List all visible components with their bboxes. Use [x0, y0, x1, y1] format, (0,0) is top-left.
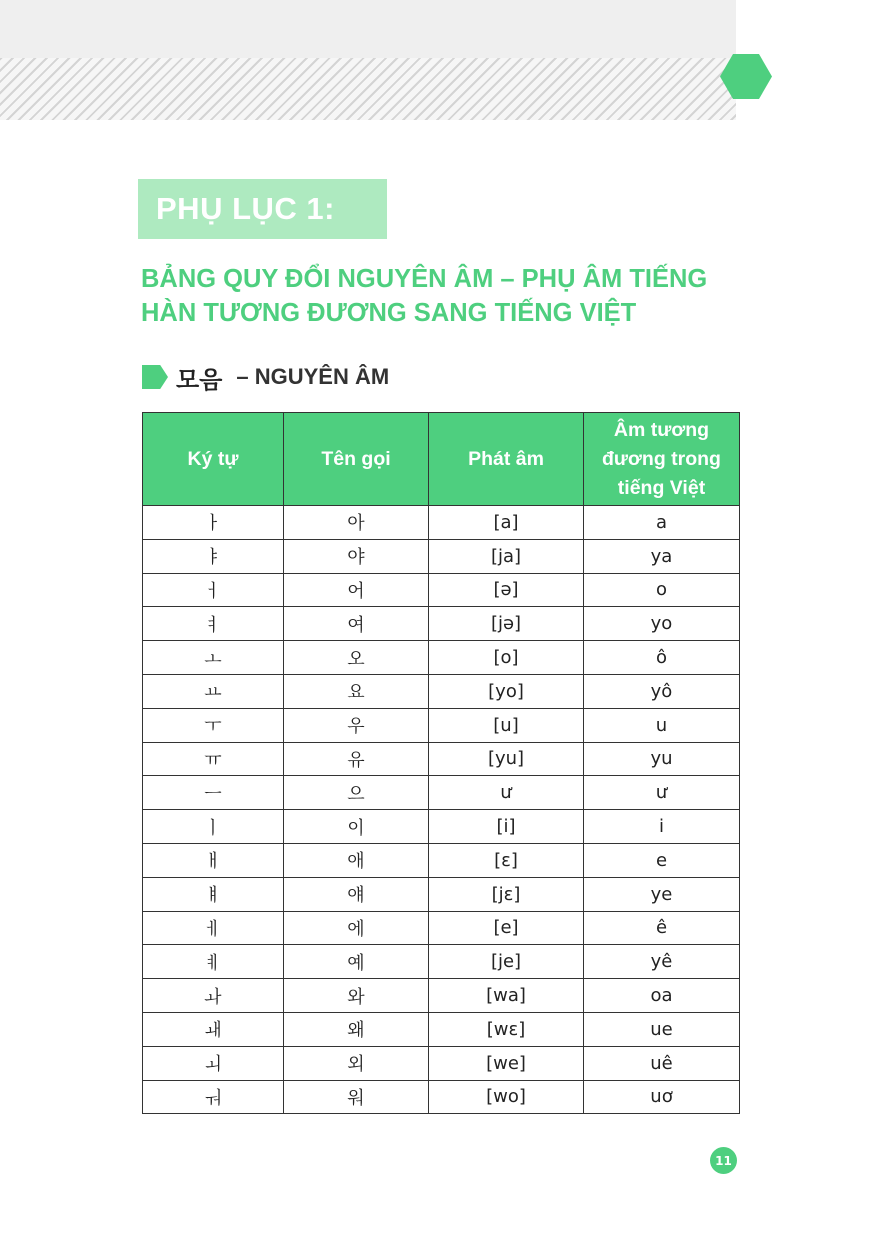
- header-cell: Phát âm: [429, 413, 584, 506]
- table-row: [143, 742, 740, 776]
- table-cell: ㅙ: [143, 1012, 284, 1046]
- table-row: [143, 877, 740, 911]
- table-cell: 우: [284, 708, 429, 742]
- table-cell: ya: [584, 539, 740, 573]
- table-row: [143, 674, 740, 708]
- subtitle-line-1: BẢNG QUY ĐỔI NGUYÊN ÂM – PHỤ ÂM TIẾNG: [141, 265, 708, 293]
- table-cell: ㅓ: [143, 573, 284, 607]
- table-cell: uê: [584, 1046, 740, 1080]
- table-cell: ê: [584, 911, 740, 945]
- table-cell: ㅜ: [143, 708, 284, 742]
- header-cell: Ký tự: [143, 413, 284, 506]
- table-cell: ㅡ: [143, 776, 284, 810]
- table-cell: 왜: [284, 1012, 429, 1046]
- vowel-table: [142, 412, 740, 1114]
- table-cell: [e]: [429, 911, 584, 945]
- table-cell: [u]: [429, 708, 584, 742]
- table-cell: uơ: [584, 1080, 740, 1114]
- appendix-heading-box: [138, 179, 387, 239]
- table-cell: ㅔ: [143, 911, 284, 945]
- page-subtitle: [141, 262, 761, 330]
- table-cell: ㅚ: [143, 1046, 284, 1080]
- table-cell: 예: [284, 945, 429, 979]
- tag-arrow-icon: [142, 365, 168, 389]
- table-cell: ue: [584, 1012, 740, 1046]
- table-cell: a: [584, 506, 740, 540]
- table-row: [143, 810, 740, 844]
- table-cell: [jɛ]: [429, 877, 584, 911]
- table-cell: ㅐ: [143, 843, 284, 877]
- table-cell: ư: [584, 776, 740, 810]
- table-row: [143, 506, 740, 540]
- table-cell: [jə]: [429, 607, 584, 641]
- table-cell: ㅝ: [143, 1080, 284, 1114]
- table-cell: [yo]: [429, 674, 584, 708]
- table-cell: ㅗ: [143, 641, 284, 675]
- table-cell: yê: [584, 945, 740, 979]
- table-cell: [wo]: [429, 1080, 584, 1114]
- table-cell: [je]: [429, 945, 584, 979]
- table-row: [143, 1080, 740, 1114]
- table-cell: 아: [284, 506, 429, 540]
- table-cell: ㅖ: [143, 945, 284, 979]
- table-cell: 으: [284, 776, 429, 810]
- table-cell: ㅣ: [143, 810, 284, 844]
- table-cell: ㅏ: [143, 506, 284, 540]
- table-cell: ㅠ: [143, 742, 284, 776]
- table-cell: ㅒ: [143, 877, 284, 911]
- table-row: [143, 708, 740, 742]
- table-cell: ㅑ: [143, 539, 284, 573]
- table-cell: [wɛ]: [429, 1012, 584, 1046]
- table-row: [143, 1012, 740, 1046]
- table-body: [143, 506, 740, 1114]
- table-cell: [ə]: [429, 573, 584, 607]
- section-heading: [142, 360, 389, 394]
- table-cell: 어: [284, 573, 429, 607]
- table-cell: yu: [584, 742, 740, 776]
- table-cell: yô: [584, 674, 740, 708]
- table-cell: [we]: [429, 1046, 584, 1080]
- table-row: [143, 945, 740, 979]
- table-cell: 야: [284, 539, 429, 573]
- table-row: [143, 979, 740, 1013]
- table-cell: e: [584, 843, 740, 877]
- section-title-korean: 모음: [176, 365, 223, 394]
- table-row: [143, 1046, 740, 1080]
- table-cell: ㅛ: [143, 674, 284, 708]
- table-header-row: [143, 413, 740, 506]
- header-cell: [584, 413, 740, 506]
- table-cell: 오: [284, 641, 429, 675]
- table-cell: [o]: [429, 641, 584, 675]
- table-cell: 외: [284, 1046, 429, 1080]
- table-cell: 이: [284, 810, 429, 844]
- table-cell: [ja]: [429, 539, 584, 573]
- table-row: [143, 843, 740, 877]
- table-cell: oa: [584, 979, 740, 1013]
- appendix-label: PHỤ LỤC 1:: [156, 191, 335, 226]
- table-cell: [ɛ]: [429, 843, 584, 877]
- table-row: [143, 607, 740, 641]
- table-cell: 와: [284, 979, 429, 1013]
- table-cell: 요: [284, 674, 429, 708]
- table-row: [143, 641, 740, 675]
- table-cell: 에: [284, 911, 429, 945]
- table-cell: 얘: [284, 877, 429, 911]
- section-title-vietnamese: – NGUYÊN ÂM: [236, 364, 390, 389]
- table-cell: [i]: [429, 810, 584, 844]
- table-cell: yo: [584, 607, 740, 641]
- table-cell: 여: [284, 607, 429, 641]
- table-row: [143, 539, 740, 573]
- table-cell: 애: [284, 843, 429, 877]
- table-row: [143, 776, 740, 810]
- header-cell: Tên gọi: [284, 413, 429, 506]
- header-hatch-pattern: [0, 58, 736, 120]
- table-cell: ư: [429, 776, 584, 810]
- table-cell: o: [584, 573, 740, 607]
- table-cell: ㅘ: [143, 979, 284, 1013]
- header-band: [0, 0, 736, 58]
- table-row: [143, 911, 740, 945]
- table-cell: [wa]: [429, 979, 584, 1013]
- page-number: 11: [710, 1147, 737, 1174]
- header-cell-label: Âm tương đương trong tiếng Việt: [602, 418, 721, 499]
- table-cell: ㅕ: [143, 607, 284, 641]
- table-cell: 유: [284, 742, 429, 776]
- subtitle-line-2: HÀN TƯƠNG ĐƯƠNG SANG TIẾNG VIỆT: [141, 299, 637, 327]
- table-row: [143, 573, 740, 607]
- table-cell: 워: [284, 1080, 429, 1114]
- table-cell: ô: [584, 641, 740, 675]
- table-cell: [yu]: [429, 742, 584, 776]
- table-cell: ye: [584, 877, 740, 911]
- table-cell: u: [584, 708, 740, 742]
- table-cell: i: [584, 810, 740, 844]
- table-cell: [a]: [429, 506, 584, 540]
